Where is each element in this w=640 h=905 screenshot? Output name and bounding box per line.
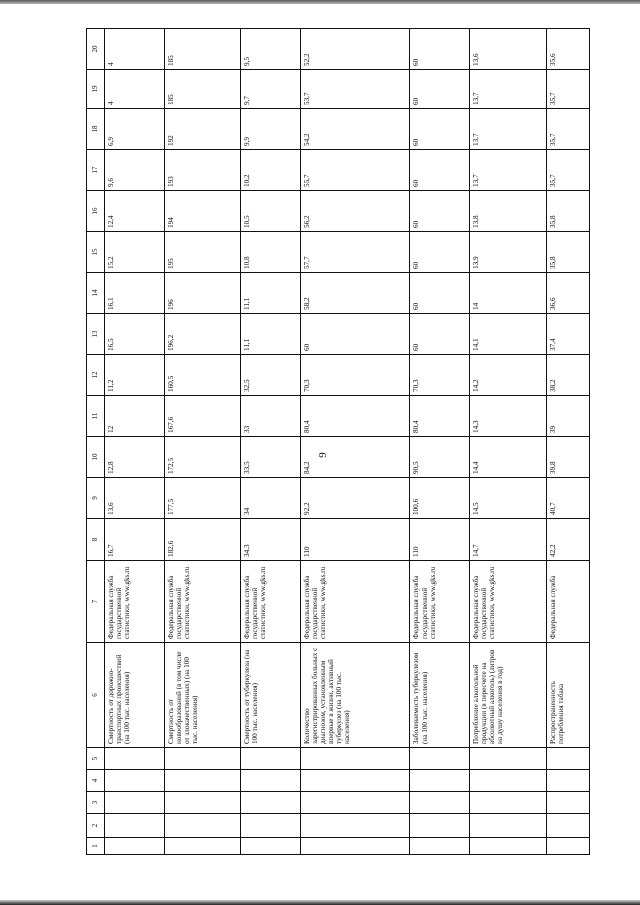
value-cell: 16,7 (105, 519, 165, 561)
value-cell: 12,4 (105, 191, 165, 232)
value-cell: 60 (301, 314, 410, 355)
value-cell: 56,2 (301, 191, 410, 232)
indicators-table (86, 28, 590, 855)
table-row (470, 29, 546, 855)
value-cell: 33,5 (241, 437, 301, 478)
empty-cell (410, 838, 470, 855)
value-cell: 70,3 (301, 355, 410, 396)
value-cell: 52,2 (301, 29, 410, 70)
column-header: 19 (87, 70, 105, 109)
value-cell: 13,7 (470, 150, 546, 191)
empty-cell (105, 814, 165, 838)
value-cell: 35,7 (546, 109, 589, 150)
value-cell: 40,7 (546, 478, 589, 519)
value-cell: 13,7 (470, 70, 546, 109)
empty-cell (470, 838, 546, 855)
value-cell: 92,2 (301, 478, 410, 519)
value-cell: 60 (410, 191, 470, 232)
value-cell: 177,5 (164, 478, 240, 519)
empty-cell (546, 814, 589, 838)
value-cell: 193 (164, 150, 240, 191)
value-cell: 35,8 (546, 232, 589, 273)
value-cell: 14,7 (470, 519, 546, 561)
column-header: 14 (87, 273, 105, 314)
value-cell: 37,4 (546, 314, 589, 355)
value-cell: 14,3 (470, 396, 546, 437)
value-cell: 4 (105, 29, 165, 70)
value-cell: 12 (105, 396, 165, 437)
empty-cell (546, 770, 589, 792)
value-cell: 36,6 (546, 273, 589, 314)
column-header: 12 (87, 355, 105, 396)
value-cell: 54,2 (301, 109, 410, 150)
table-row (301, 29, 410, 855)
empty-cell (301, 814, 410, 838)
table-row (241, 29, 301, 855)
value-cell: 13,9 (470, 232, 546, 273)
empty-cell (410, 792, 470, 814)
indicator-cell: Заболеваемость туберкулезом (на 100 тыс. населения) (410, 643, 470, 748)
empty-cell (105, 792, 165, 814)
value-cell: 10,5 (241, 191, 301, 232)
empty-cell (241, 748, 301, 770)
empty-cell (105, 770, 165, 792)
value-cell: 16,1 (105, 273, 165, 314)
source-cell: Федеральная служба государственной статистики, www.gks.ru (301, 561, 410, 643)
empty-cell (301, 838, 410, 855)
empty-cell (470, 770, 546, 792)
value-cell: 9,9 (241, 109, 301, 150)
column-header: 17 (87, 150, 105, 191)
empty-cell (241, 814, 301, 838)
source-cell: Федеральная служба государственной статистики, www.gks.ru (470, 561, 546, 643)
value-cell: 35,7 (546, 70, 589, 109)
value-cell: 16,5 (105, 314, 165, 355)
value-cell: 110 (301, 519, 410, 561)
column-header: 11 (87, 396, 105, 437)
source-cell: Федеральная служба государственной статистики, www.gks.ru (410, 561, 470, 643)
table-row (546, 29, 589, 855)
value-cell: 38,2 (546, 355, 589, 396)
value-cell: 9,7 (241, 70, 301, 109)
value-cell: 9,5 (241, 29, 301, 70)
value-cell: 13,6 (470, 29, 546, 70)
empty-cell (164, 792, 240, 814)
column-header: 1 (87, 838, 105, 855)
source-cell: Федеральная служба (546, 561, 589, 643)
value-cell: 34,3 (241, 519, 301, 561)
value-cell: 14,1 (470, 314, 546, 355)
value-cell: 35,6 (546, 29, 589, 70)
value-cell: 15,2 (105, 232, 165, 273)
page-number: 9 (317, 452, 329, 458)
value-cell: 110 (410, 519, 470, 561)
indicator-cell: Количество зарегистрированных больных с диагнозом, установленным впервые в жизни, активный туберкулез (на 100 тыс. населения) (301, 643, 410, 748)
empty-cell (410, 770, 470, 792)
column-header: 7 (87, 561, 105, 643)
column-header: 15 (87, 232, 105, 273)
value-cell: 11,1 (241, 273, 301, 314)
value-cell: 6,9 (105, 109, 165, 150)
value-cell: 11,1 (241, 314, 301, 355)
empty-cell (410, 814, 470, 838)
value-cell: 60 (410, 314, 470, 355)
value-cell: 10,2 (241, 150, 301, 191)
indicator-cell: Смертность от дорожно-транспортных происшествий (на 100 тыс. населения) (105, 643, 165, 748)
value-cell: 100,6 (410, 478, 470, 519)
value-cell: 35,7 (546, 150, 589, 191)
value-cell: 11,2 (105, 355, 165, 396)
column-header: 5 (87, 748, 105, 770)
column-header: 8 (87, 519, 105, 561)
empty-cell (470, 792, 546, 814)
source-cell: Федеральная служба государственной статистики, www.gks.ru (164, 561, 240, 643)
value-cell: 39,8 (546, 437, 589, 478)
value-cell: 39 (546, 396, 589, 437)
empty-cell (164, 748, 240, 770)
value-cell: 4 (105, 70, 165, 109)
value-cell: 32,5 (241, 355, 301, 396)
value-cell: 60 (410, 29, 470, 70)
value-cell: 60 (410, 232, 470, 273)
value-cell: 160,5 (164, 355, 240, 396)
value-cell: 70,3 (410, 355, 470, 396)
value-cell: 13,8 (470, 191, 546, 232)
column-header: 18 (87, 109, 105, 150)
value-cell: 195 (164, 232, 240, 273)
indicator-cell: Смертность от туберкулеза (на 100 тыс. населения) (241, 643, 301, 748)
value-cell: 90,5 (410, 437, 470, 478)
empty-cell (546, 792, 589, 814)
empty-cell (470, 748, 546, 770)
column-header: 20 (87, 29, 105, 70)
column-header: 13 (87, 314, 105, 355)
value-cell: 13,7 (470, 109, 546, 150)
indicator-cell: Смертность от новообразований (в том числе от злокачественных) (на 100 тыс. населения) (164, 643, 240, 748)
empty-cell (241, 838, 301, 855)
table-row (105, 29, 165, 855)
empty-cell (105, 838, 165, 855)
scan-edge-bottom (0, 900, 640, 905)
value-cell: 55,7 (301, 150, 410, 191)
column-header: 4 (87, 770, 105, 792)
empty-cell (470, 814, 546, 838)
scan-edge-top (0, 0, 640, 4)
value-cell: 185 (164, 29, 240, 70)
value-cell: 14,5 (470, 478, 546, 519)
indicator-cell: Распространенность потребления табака (546, 643, 589, 748)
column-header: 9 (87, 478, 105, 519)
value-cell: 196 (164, 273, 240, 314)
value-cell: 196,2 (164, 314, 240, 355)
empty-cell (241, 792, 301, 814)
empty-cell (241, 770, 301, 792)
value-cell: 9,6 (105, 150, 165, 191)
value-cell: 13,6 (105, 478, 165, 519)
value-cell: 58,2 (301, 273, 410, 314)
value-cell: 14,2 (470, 355, 546, 396)
empty-cell (546, 748, 589, 770)
value-cell: 53,7 (301, 70, 410, 109)
value-cell: 42,2 (546, 519, 589, 561)
table-row (164, 29, 240, 855)
value-cell: 80,4 (410, 396, 470, 437)
column-header: 3 (87, 792, 105, 814)
value-cell: 185 (164, 70, 240, 109)
value-cell: 80,4 (301, 396, 410, 437)
value-cell: 192 (164, 109, 240, 150)
column-header: 10 (87, 437, 105, 478)
empty-cell (164, 814, 240, 838)
value-cell: 60 (410, 150, 470, 191)
empty-cell (410, 748, 470, 770)
empty-cell (105, 748, 165, 770)
table-row (410, 29, 470, 855)
value-cell: 14 (470, 273, 546, 314)
header-row (87, 29, 105, 855)
value-cell: 33 (241, 396, 301, 437)
empty-cell (301, 792, 410, 814)
value-cell: 35,8 (546, 191, 589, 232)
indicator-cell: Потребление алкогольной продукции (в пересчете на абсолютный алкоголь) (литров на душу населения в год) (470, 643, 546, 748)
empty-cell (301, 748, 410, 770)
value-cell: 84,2 (301, 437, 410, 478)
source-cell: Федеральная служба государственной статистики, www.gks.ru (105, 561, 165, 643)
value-cell: 12,8 (105, 437, 165, 478)
value-cell: 34 (241, 478, 301, 519)
empty-cell (164, 838, 240, 855)
table-body (105, 29, 590, 855)
value-cell: 60 (410, 70, 470, 109)
source-cell: Федеральная служба государственной статистики, www.gks.ru (241, 561, 301, 643)
column-header: 16 (87, 191, 105, 232)
column-header: 2 (87, 814, 105, 838)
value-cell: 167,6 (164, 396, 240, 437)
value-cell: 57,7 (301, 232, 410, 273)
value-cell: 60 (410, 273, 470, 314)
value-cell: 172,5 (164, 437, 240, 478)
value-cell: 14,4 (470, 437, 546, 478)
value-cell: 10,8 (241, 232, 301, 273)
value-cell: 194 (164, 191, 240, 232)
value-cell: 60 (410, 109, 470, 150)
rotated-table-container (86, 29, 590, 855)
empty-cell (546, 838, 589, 855)
value-cell: 182,6 (164, 519, 240, 561)
column-header: 6 (87, 643, 105, 748)
empty-cell (301, 770, 410, 792)
empty-cell (164, 770, 240, 792)
